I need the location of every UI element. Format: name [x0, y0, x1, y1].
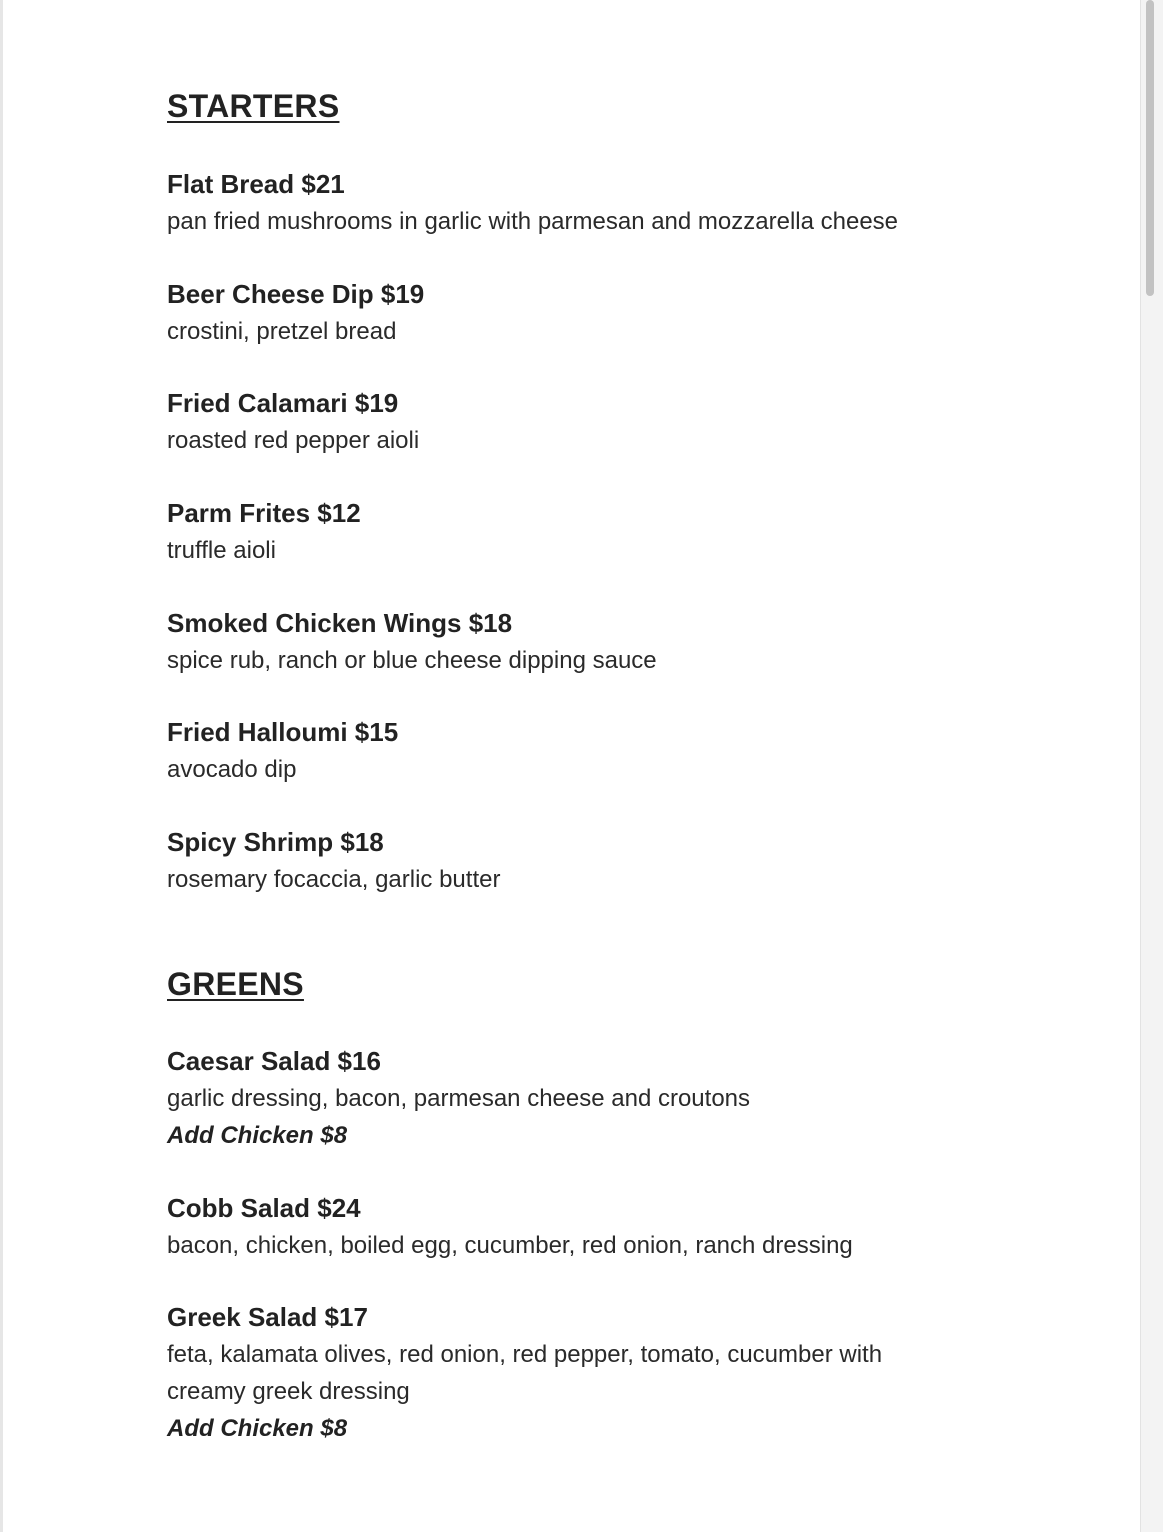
menu-item-title: Flat Bread $21 [167, 169, 345, 199]
menu-item-title: Greek Salad $17 [167, 1302, 368, 1332]
menu-item-flat-bread [167, 165, 1067, 240]
menu-item-description: feta, kalamata olives, red onion, red pepper, tomato, cucumber with creamy greek dressing [167, 1341, 883, 1405]
menu-item-cobb-salad [167, 1189, 1067, 1264]
menu-item-description: garlic dressing, bacon, parmesan cheese and croutons [167, 1085, 751, 1112]
scrollbar-thumb[interactable] [1146, 0, 1154, 296]
menu-item-greek-salad [167, 1298, 1067, 1447]
menu-item-title: Spicy Shrimp $18 [167, 827, 384, 857]
menu-item-title: Caesar Salad $16 [167, 1046, 381, 1076]
menu-item-beer-cheese-dip [167, 275, 1067, 350]
menu-item-title: Fried Halloumi $15 [167, 717, 399, 747]
menu-item-addon: Add Chicken $8 [167, 1415, 348, 1442]
menu-item-description: truffle aioli [167, 537, 276, 564]
menu-item-description: rosemary focaccia, garlic butter [167, 866, 501, 893]
menu-item-description: crostini, pretzel bread [167, 318, 397, 345]
menu-item-title: Smoked Chicken Wings $18 [167, 608, 513, 638]
menu-item-description: roasted red pepper aioli [167, 427, 420, 454]
vertical-scrollbar-track[interactable] [1140, 0, 1163, 1532]
page-left-edge [0, 0, 3, 1532]
menu-item-fried-calamari [167, 384, 1067, 459]
menu-item-fried-halloumi [167, 713, 1067, 788]
section-heading-starters: STARTERS [167, 88, 340, 124]
section-heading-greens: GREENS [167, 966, 304, 1002]
menu-item-title: Fried Calamari $19 [167, 388, 399, 418]
menu-item-parm-frites [167, 494, 1067, 569]
menu-item-title: Parm Frites $12 [167, 498, 361, 528]
menu-item-description: bacon, chicken, boiled egg, cucumber, red onion, ranch dressing [167, 1232, 853, 1259]
menu-item-title: Beer Cheese Dip $19 [167, 279, 425, 309]
menu-item-smoked-chicken-wings [167, 604, 1067, 679]
menu-item-description: spice rub, ranch or blue cheese dipping sauce [167, 647, 657, 674]
menu-item-caesar-salad [167, 1042, 1067, 1154]
menu-item-description: avocado dip [167, 756, 297, 783]
menu-item-spicy-shrimp [167, 823, 1067, 898]
menu-item-description: pan fried mushrooms in garlic with parmesan and mozzarella cheese [167, 208, 899, 235]
menu-item-title: Cobb Salad $24 [167, 1193, 361, 1223]
menu-item-addon: Add Chicken $8 [167, 1122, 348, 1149]
